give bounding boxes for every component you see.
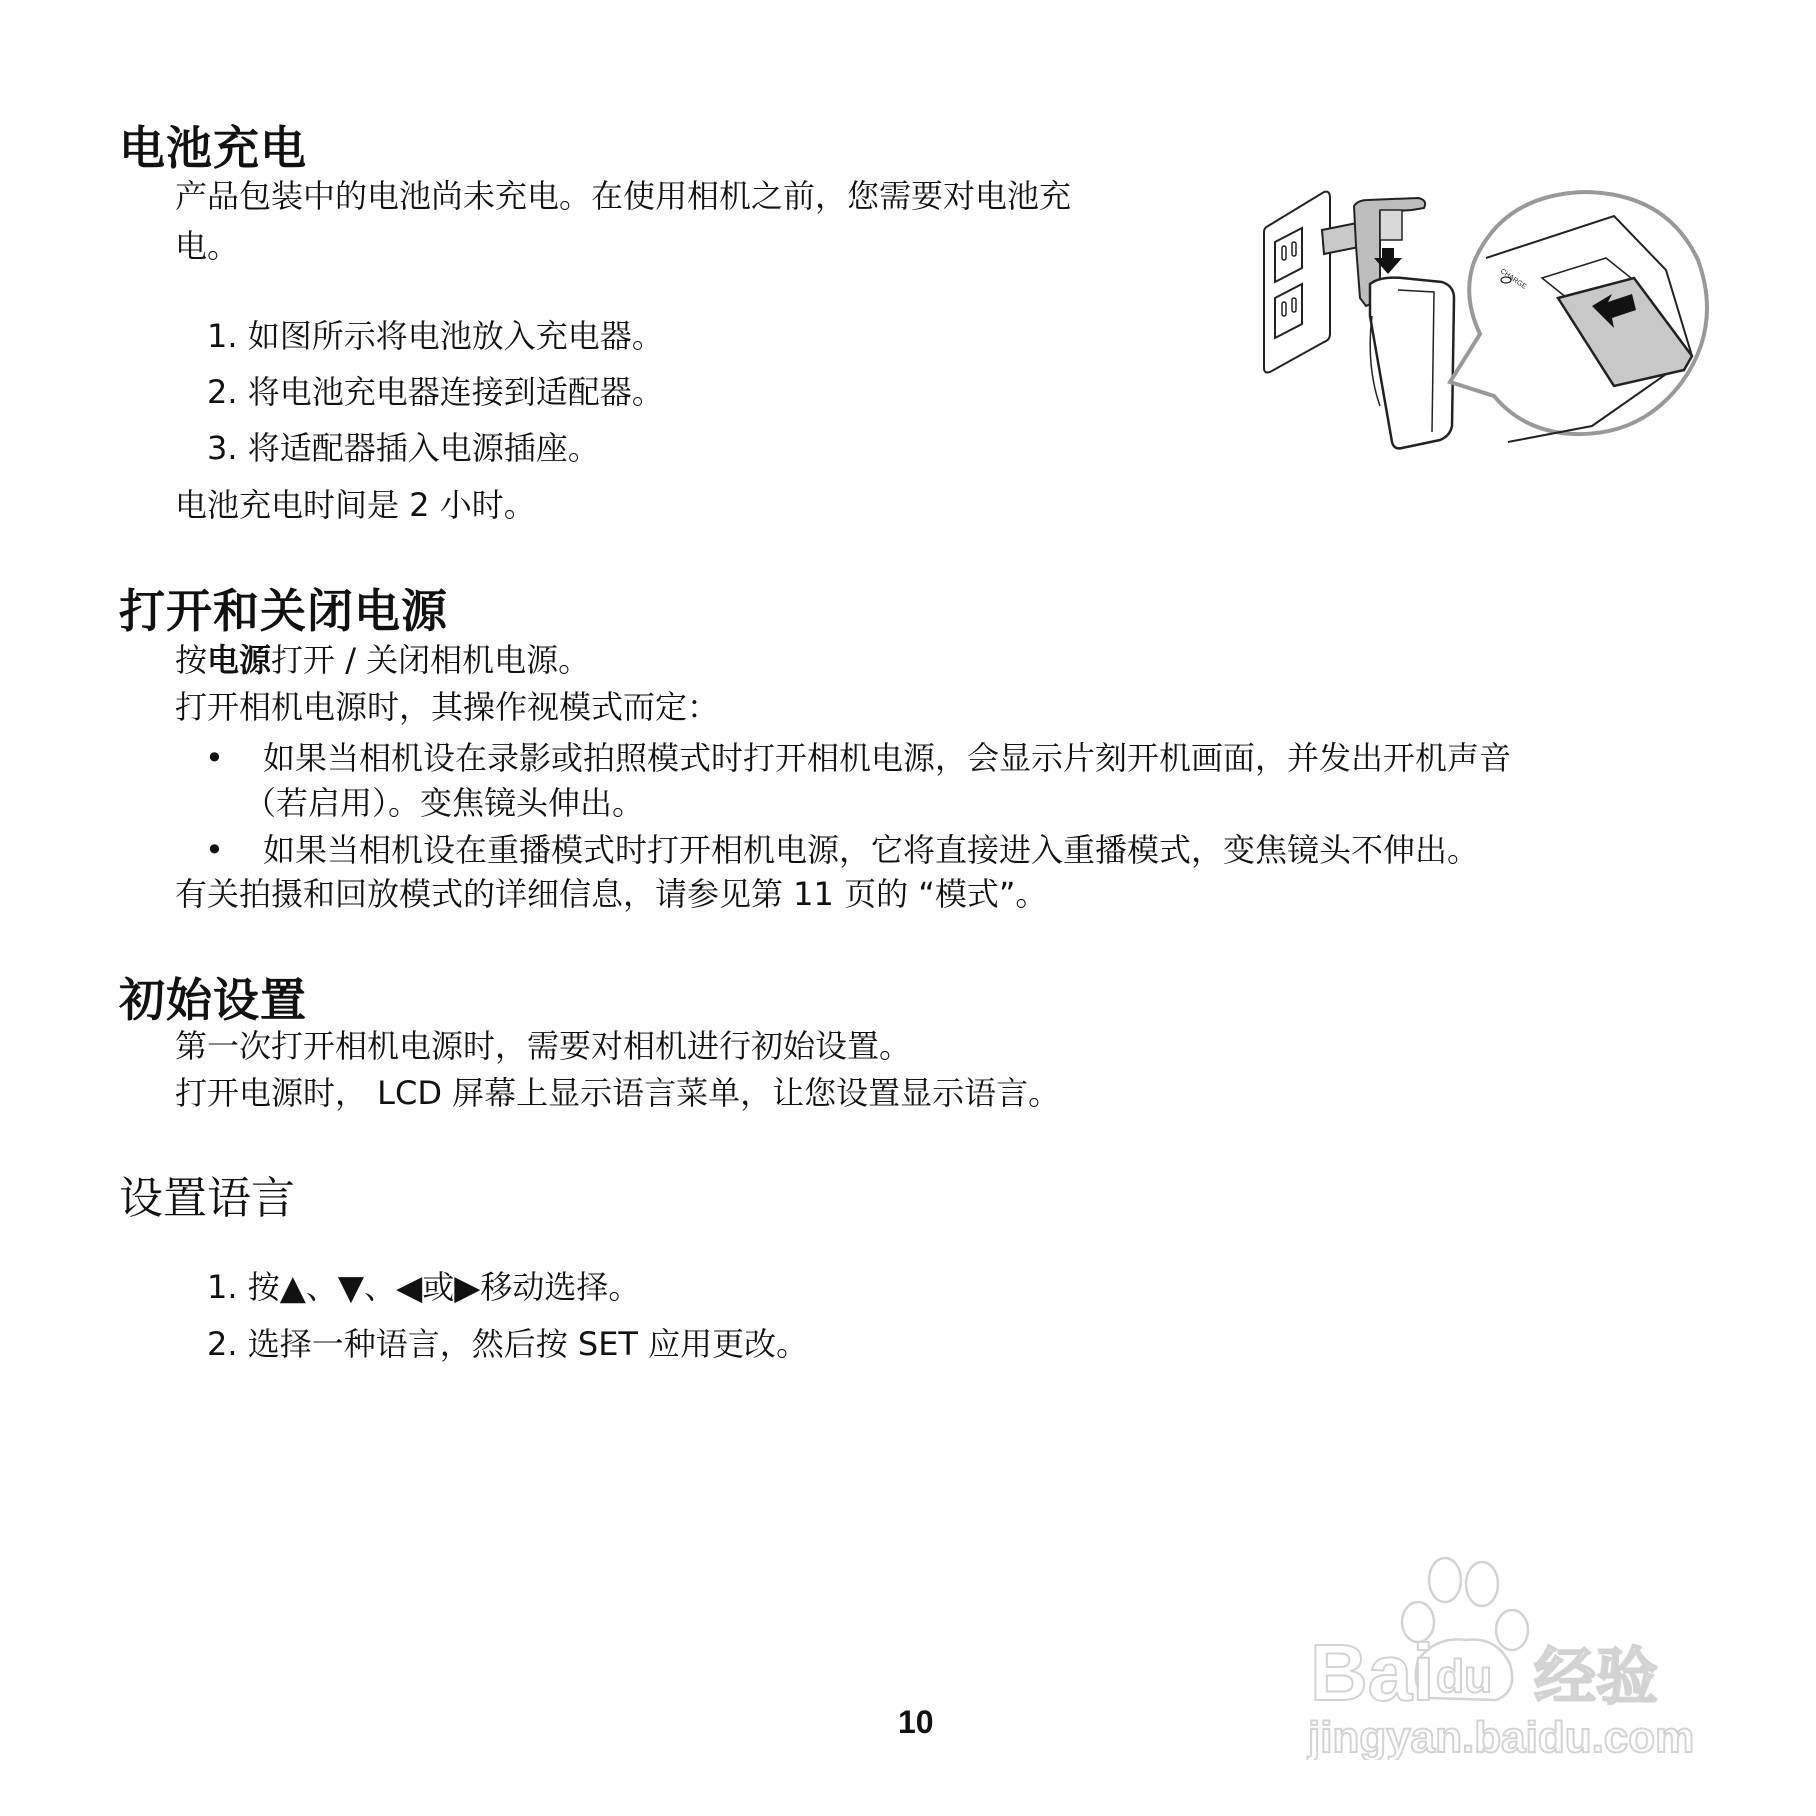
svg-text:Bai: Bai <box>1310 1628 1435 1717</box>
zoom-callout-icon <box>1450 192 1707 442</box>
battery-step-2: 2. 将电池充电器连接到适配器。 <box>207 373 664 411</box>
modes-reference: 有关拍摄和回放模式的详细信息，请参见第 11 页的 “模式”。 <box>175 875 1048 913</box>
section-title-initial-setup: 初始设置 <box>119 973 307 1027</box>
left-arrow-icon: ◀ <box>396 1268 423 1308</box>
initial-setup-line2: 打开电源时， LCD 屏幕上显示语言菜单，让您设置显示语言。 <box>175 1074 1061 1112</box>
battery-charger-illustration <box>1262 186 1714 458</box>
language-step-1 <box>207 1267 640 1307</box>
separator: 、 <box>305 1268 338 1306</box>
power-bullet-2 <box>205 830 1479 870</box>
bullet-1-line2: （若启用）。变焦镜头伸出。 <box>244 784 645 822</box>
charge-time-note: 电池充电时间是 2 小时。 <box>175 486 536 524</box>
power-press-instruction <box>175 640 590 680</box>
charger-body-icon <box>1370 278 1454 449</box>
wall-outlet-icon <box>1264 192 1330 373</box>
power-button-label: 电源 <box>207 641 272 679</box>
bullet-1-line1: 如果当相机设在录影或拍照模式时打开相机电源，会显示片刻开机画面，并发出开机声音 <box>263 739 1512 777</box>
svg-text:CHARGE: CHARGE <box>1498 267 1528 291</box>
bullet-2-line1: 如果当相机设在重播模式时打开相机电源，它将直接进入重播模式，变焦镜头不伸出。 <box>263 831 1480 869</box>
bullet-icon: • <box>205 831 224 869</box>
initial-setup-line1: 第一次打开相机电源时，需要对相机进行初始设置。 <box>175 1027 912 1065</box>
battery-intro-line1: 产品包装中的电池尚未充电。在使用相机之前，您需要对电池充 <box>175 177 1072 215</box>
battery-step-1: 1. 如图所示将电池放入充电器。 <box>207 317 664 355</box>
down-arrow-icon: ▼ <box>337 1268 365 1308</box>
section-title-set-language: 设置语言 <box>119 1173 295 1224</box>
baidu-jingyan-watermark <box>1300 1540 1720 1760</box>
press-suffix: 打开 / 关闭相机电源。 <box>271 641 591 679</box>
section-title-battery-charging: 电池充电 <box>119 121 307 175</box>
step1-prefix: 1. 按 <box>207 1268 280 1306</box>
up-arrow-icon: ▲ <box>279 1268 306 1308</box>
bullet-icon: • <box>205 739 224 777</box>
press-prefix: 按 <box>175 641 208 679</box>
language-step-2: 2. 选择一种语言，然后按 SET 应用更改。 <box>207 1325 809 1363</box>
power-bullet-1 <box>205 738 1511 778</box>
or-text: 或 <box>422 1268 455 1306</box>
svg-text:jingyan.baidu.com: jingyan.baidu.com <box>1308 1713 1695 1760</box>
page-number: 10 <box>898 1704 934 1740</box>
right-arrow-icon: ▶ <box>454 1268 481 1308</box>
battery-step-3: 3. 将适配器插入电源插座。 <box>207 429 600 467</box>
power-mode-intro: 打开相机电源时，其操作视模式而定： <box>175 688 720 726</box>
separator: 、 <box>364 1268 397 1306</box>
battery-intro-line2: 电。 <box>175 227 240 265</box>
svg-text:du: du <box>1436 1650 1493 1702</box>
section-title-power: 打开和关闭电源 <box>119 584 448 638</box>
svg-text:经验: 经验 <box>1534 1643 1659 1712</box>
step1-suffix: 移动选择。 <box>480 1268 641 1306</box>
